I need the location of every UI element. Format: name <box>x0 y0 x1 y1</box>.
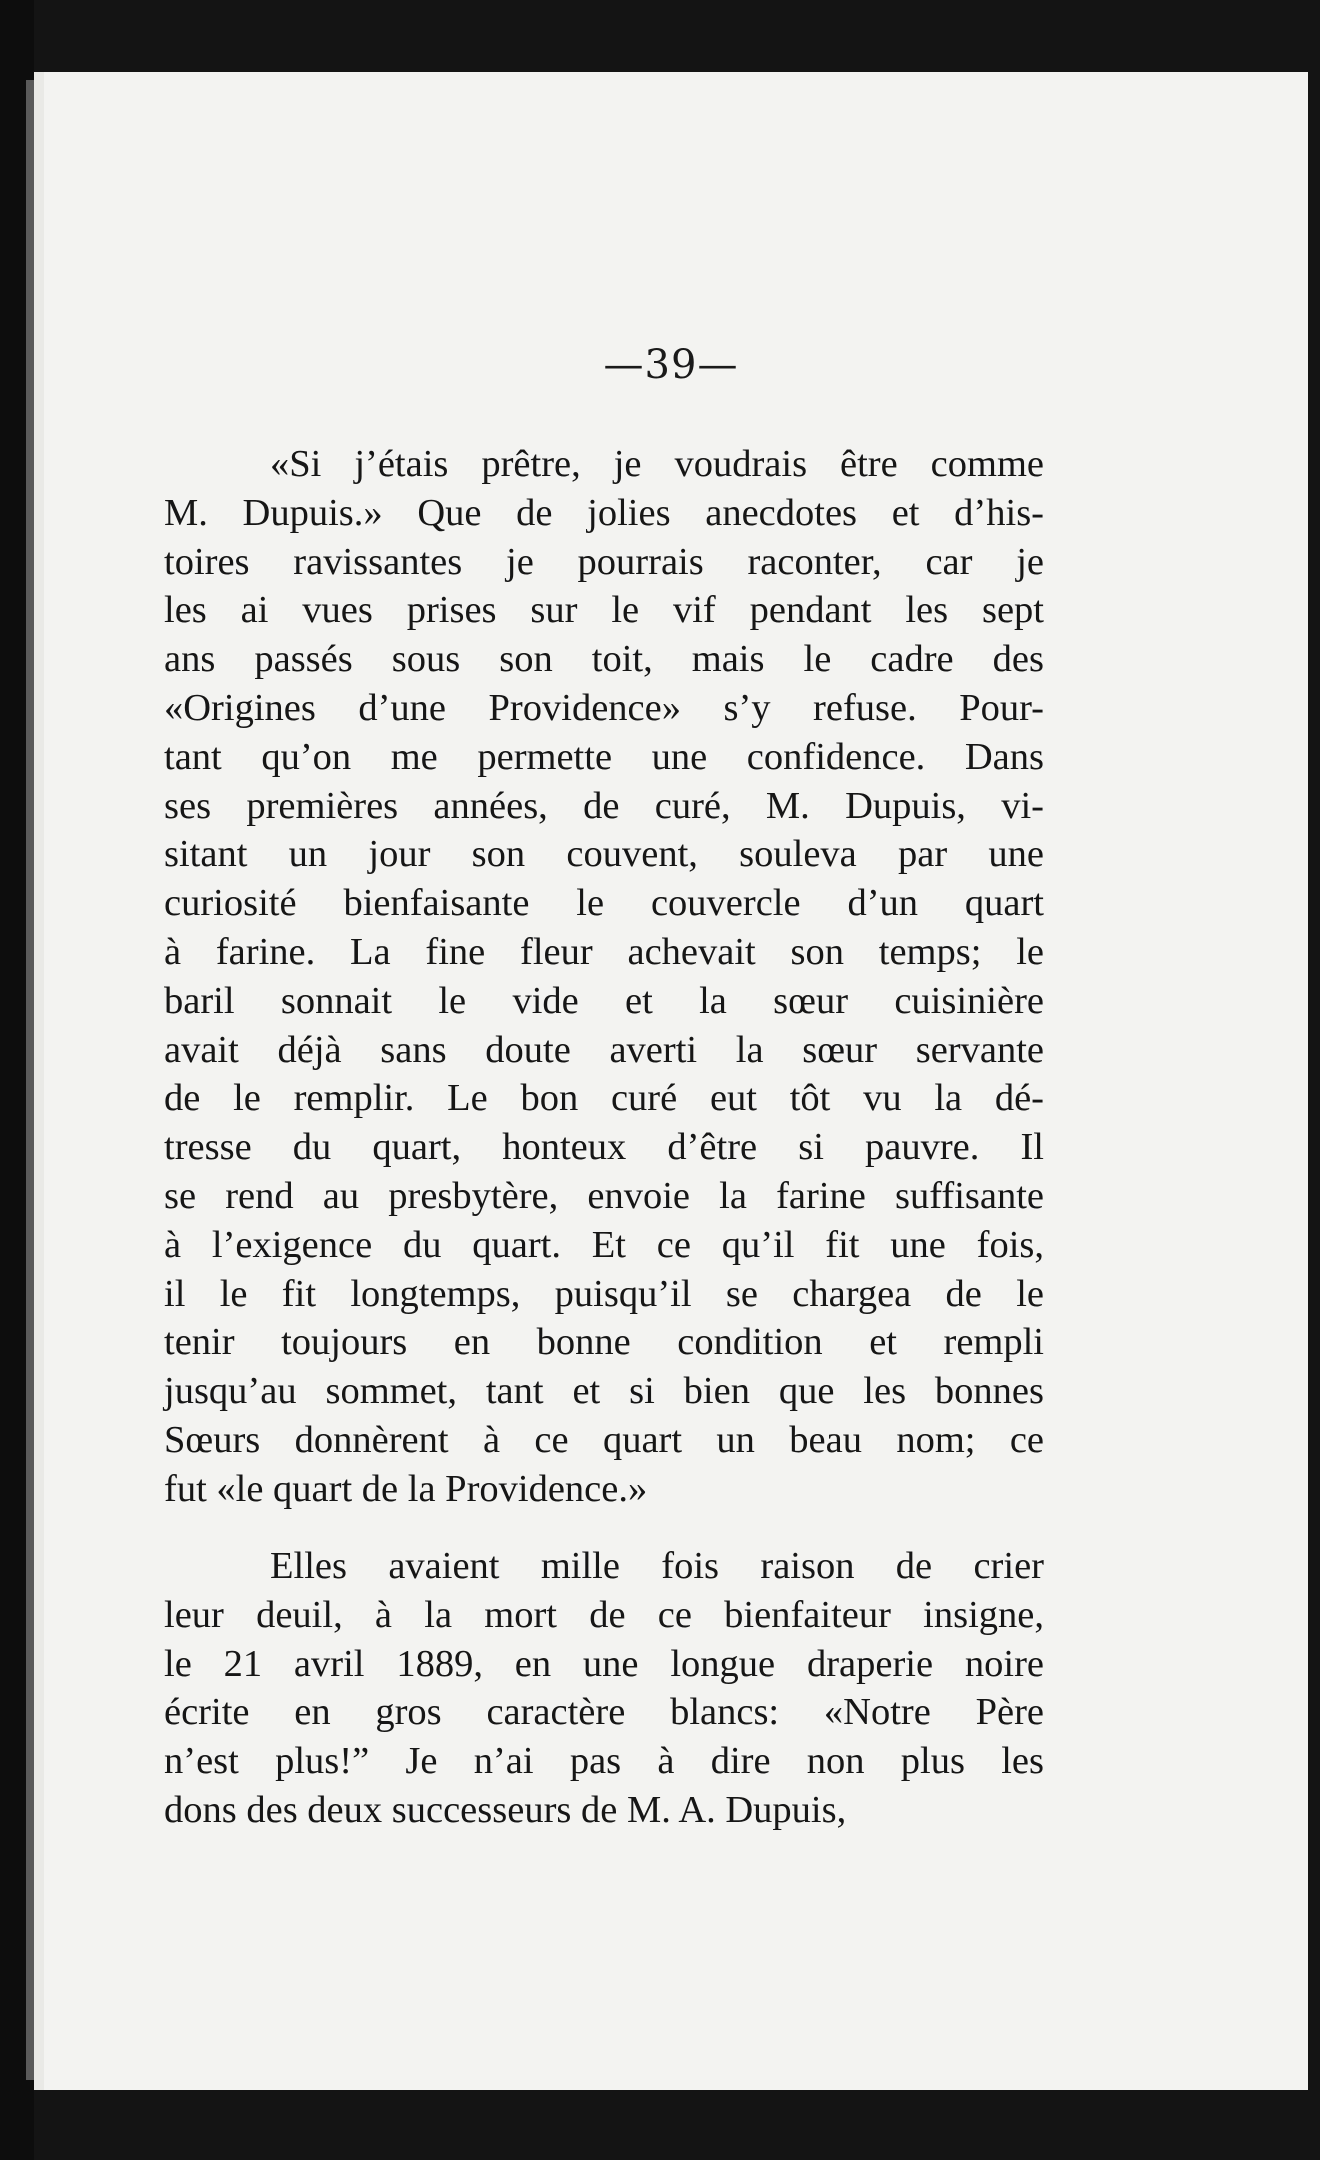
text-line: n’est plus!” Je n’ai pas à dire non plus les <box>164 1740 1044 1783</box>
text-line: écrite en gros caractère blancs: «Notre Père <box>164 1691 1044 1734</box>
text-line: sitant un jour son couvent, souleva par une <box>164 833 1044 876</box>
text-line: avait déjà sans doute averti la sœur servante <box>164 1028 1044 1071</box>
text-line: «Si j’étais prêtre, je voudrais être comme <box>270 443 1044 485</box>
text-line: il le fit longtemps, puisqu’il se chargea de le <box>164 1272 1044 1315</box>
paragraph-1 <box>164 440 1044 1514</box>
text-line: «Origines d’une Providence» s’y refuse. Pour- <box>164 686 1044 729</box>
text-line: leur deuil, à la mort de ce bienfaiteur insigne, <box>164 1593 1044 1636</box>
text-line: tenir toujours en bonne condition et rempli <box>164 1321 1044 1364</box>
text-line: à farine. La fine fleur achevait son temps; le <box>164 930 1044 973</box>
text-line: baril sonnait le vide et la sœur cuisinière <box>164 979 1044 1022</box>
text-line: Sœurs donnèrent à ce quart un beau nom; ce <box>164 1418 1044 1461</box>
text-line: curiosité bienfaisante le couvercle d’un quart <box>164 882 1044 925</box>
text-line: les ai vues prises sur le vif pendant les sept <box>164 589 1044 632</box>
page-number: —39— <box>603 342 739 388</box>
page-edge-shadow <box>26 80 34 2080</box>
text-line: tresse du quart, honteux d’être si pauvre. Il <box>164 1126 1044 1169</box>
text-line: à l’exigence du quart. Et ce qu’il fit une fois, <box>164 1223 1044 1266</box>
text-line: Elles avaient mille fois raison de crier <box>270 1545 1044 1587</box>
text-line: toires ravissantes je pourrais raconter, car je <box>164 540 1044 583</box>
text-line: fut «le quart de la Providence.» <box>164 1467 648 1510</box>
book-page <box>34 72 1308 2090</box>
text-line: de le remplir. Le bon curé eut tôt vu la dé- <box>164 1077 1044 1120</box>
text-line: M. Dupuis.» Que de jolies anecdotes et d’his- <box>164 491 1044 534</box>
text-line: tant qu’on me permette une confidence. Dans <box>164 735 1044 778</box>
text-line: ses premières années, de curé, M. Dupuis, vi- <box>164 784 1044 827</box>
text-line: le 21 avril 1889, en une longue draperie noire <box>164 1642 1044 1685</box>
paragraph-2 <box>164 1542 1044 1835</box>
text-line: se rend au presbytère, envoie la farine suffisante <box>164 1174 1044 1217</box>
text-line: dons des deux successeurs de M. A. Dupuis, <box>164 1788 847 1831</box>
text-line: ans passés sous son toit, mais le cadre des <box>164 638 1044 681</box>
text-line: jusqu’au sommet, tant et si bien que les bonnes <box>164 1370 1044 1413</box>
